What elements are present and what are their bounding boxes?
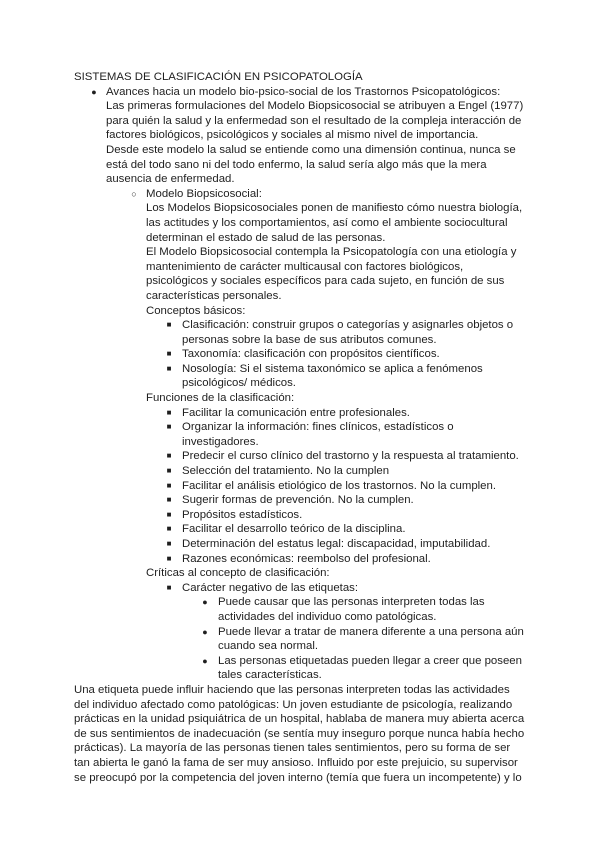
list-item: ■ Facilitar la comunicación entre profesionales. <box>74 406 526 421</box>
list-item: ■ Facilitar el análisis etiológico de los trastornos. No la cumplen. <box>74 479 526 494</box>
document-page <box>74 70 526 785</box>
conceptos-list <box>74 318 526 391</box>
closing-paragraph: Una etiqueta puede influir haciendo que las personas interpreten todas las actividades del individuo afectado como patológicas: Un joven estudiante de psicología, realizando prácticas en la unidad psiquiátrica de un hospital, hablaba de manera muy abierta acerca de sus sentimientos de inadecuación (se sentía muy inseguro porque nunca había hecho prácticas). La mayoría de las personas tienen tales sentimientos, pero su forma de ser tan abierta le ganó la fama de ser muy ansioso. Influido por este prejuicio, su supervisor se preocupó por la competencia del joven interno (temía que fuera un incompetente) y lo <box>74 683 525 784</box>
list-item: ■ Organizar la información: fines clínicos, estadísticos o investigadores. <box>74 420 526 449</box>
list-item: ■ Nosología: Si el sistema taxonómico se aplica a fenómenos psicológicos/ médicos. <box>74 362 526 391</box>
funciones-list <box>74 406 526 567</box>
list-item: ● Las personas etiquetadas pueden llegar a creer que poseen tales características. <box>74 654 526 683</box>
list-item: ■ Propósitos estadísticos. <box>74 508 526 523</box>
criticas-block <box>74 566 526 581</box>
square-bullet-icon: ■ <box>166 480 172 490</box>
main-item-heading: Avances hacia un modelo bio-psico-social de los Trastornos Psicopatológicos: <box>106 85 501 98</box>
filled-circle-bullet-icon: ● <box>91 86 97 97</box>
square-bullet-icon: ■ <box>166 451 172 461</box>
sub-item-paragraph: Los Modelos Biopsicosociales ponen de manifiesto cómo nuestra biología, las actitudes y los comportamientos, así como el ambiente sociocultural determinan el estado de salud de las personas. <box>146 202 523 244</box>
list-item: ● Puede llevar a tratar de manera diferente a una persona aún cuando sea normal. <box>74 625 526 654</box>
square-bullet-icon: ■ <box>166 320 172 330</box>
main-item-paragraph: Las primeras formulaciones del Modelo Biopsicosocial se atribuyen a Engel (1977) para quién la salud y la enfermedad son el resultado de la compleja interacción de factores biológicos, psicológicos y sociales al mismo nivel de importancia. <box>106 100 524 142</box>
square-bullet-icon: ■ <box>166 466 172 476</box>
filled-circle-bullet-icon: ● <box>202 655 208 666</box>
funciones-heading: Funciones de la clasificación: <box>146 392 295 405</box>
filled-circle-bullet-icon: ● <box>202 597 208 608</box>
conceptos-heading: Conceptos básicos: <box>146 304 246 317</box>
square-bullet-icon: ■ <box>166 422 172 432</box>
list-item: ■ Razones económicas: reembolso del profesional. <box>74 552 526 567</box>
criticas-heading: Críticas al concepto de clasificación: <box>146 567 330 580</box>
list-item: ■ Sugerir formas de prevención. No la cumplen. <box>74 493 526 508</box>
list-item: ● Puede causar que las personas interpreten todas las actividades del individuo como patológicas. <box>74 595 526 624</box>
filled-circle-bullet-icon: ● <box>202 626 208 637</box>
funciones-block <box>74 391 526 406</box>
sub-item-heading: Modelo Biopsicosocial: <box>146 187 262 200</box>
list-item: ■ Taxonomía: clasificación con propósitos científicos. <box>74 347 526 362</box>
list-item: ■ Carácter negativo de las etiquetas: <box>74 581 526 596</box>
list-item: ■ Clasificación: construir grupos o categorías y asignarles objetos o personas sobre la base de sus atributos comunes. <box>74 318 526 347</box>
square-bullet-icon: ■ <box>166 582 172 592</box>
document-title: SISTEMAS DE CLASIFICACIÓN EN PSICOPATOLOGÍA <box>74 71 363 83</box>
square-bullet-icon: ■ <box>166 495 172 505</box>
sub-item-paragraph: El Modelo Biopsicosocial contempla la Psicopatología con una etiología y mantenimiento de carácter multicausal con factores biológicos, psicológicos y sociales específicos para cada sujeto, en función de sus características personales. <box>146 246 517 302</box>
square-bullet-icon: ■ <box>166 509 172 519</box>
list-item: ■ Predecir el curso clínico del trastorno y la respuesta al tratamiento. <box>74 449 526 464</box>
list-item: ■ Determinación del estatus legal: discapacidad, imputabilidad. <box>74 537 526 552</box>
sub-list-item <box>74 187 526 318</box>
square-bullet-icon: ■ <box>166 363 172 373</box>
square-bullet-icon: ■ <box>166 539 172 548</box>
criticas-sublist <box>74 595 526 683</box>
main-list-item <box>74 85 526 187</box>
square-bullet-icon: ■ <box>166 553 172 563</box>
main-item-paragraph: Desde este modelo la salud se entiende como una dimensión continua, nunca se está del todo sano ni del todo enfermo, la salud sería algo más que la mera ausencia de enfermedad. <box>106 143 516 186</box>
criticas-list <box>74 581 526 596</box>
list-item: ■ Selección del tratamiento. No la cumplen <box>74 464 526 479</box>
hollow-circle-bullet-icon: ○ <box>131 188 137 199</box>
list-item: ■ Facilitar el desarrollo teórico de la disciplina. <box>74 522 526 537</box>
square-bullet-icon: ■ <box>166 524 172 534</box>
square-bullet-icon: ■ <box>166 349 172 359</box>
square-bullet-icon: ■ <box>166 407 172 417</box>
